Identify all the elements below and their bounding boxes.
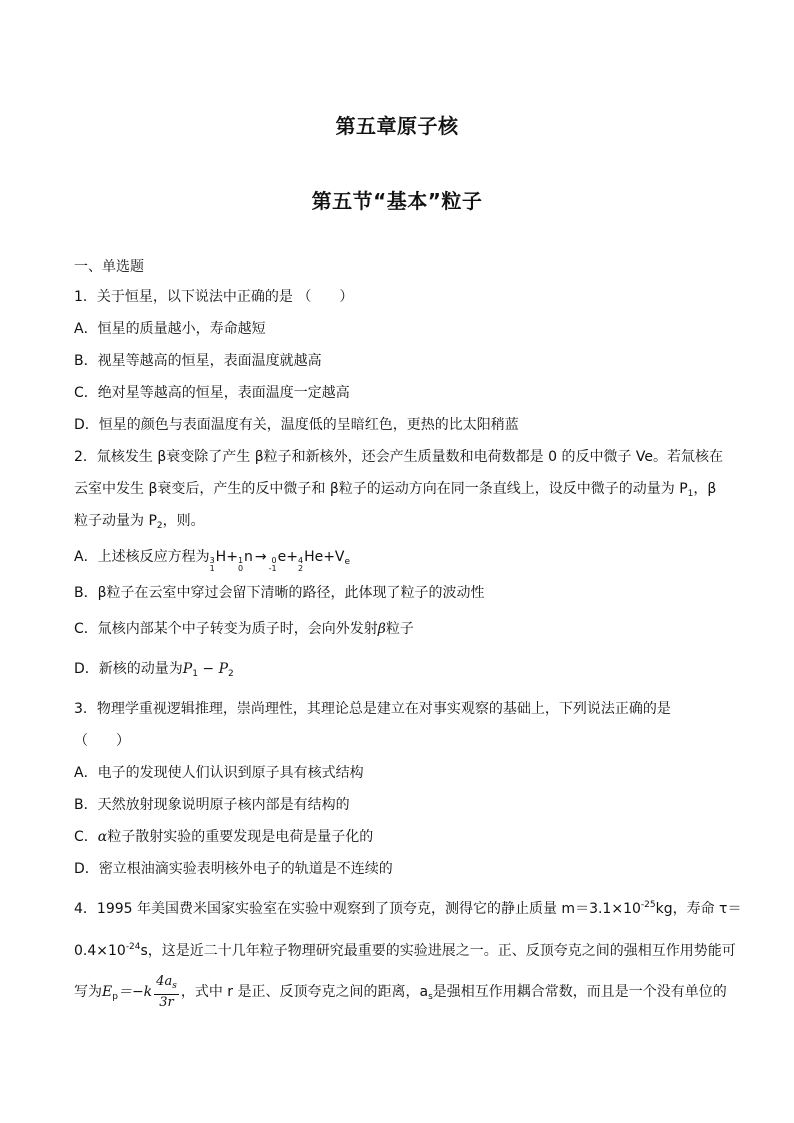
potential-energy-subscript: p <box>112 992 118 1002</box>
neutron-indices <box>238 557 243 573</box>
electron-indices <box>269 557 277 573</box>
antineutrino-subscript: e <box>344 557 351 567</box>
momentum-p2: − P <box>197 661 228 677</box>
q2-stem-line2 <box>74 480 724 503</box>
q2-option-a-prefix: A．上述核反应方程为 <box>74 549 210 565</box>
q2-stem-line1: 2．氚核发生 β衰变除了产生 β粒子和新核外，还会产生质量数和电荷数都是 0 的反中微子 Ve。若氚核在 <box>74 449 724 465</box>
fraction-denominator: 3r <box>159 995 174 1010</box>
q4-line3-middle: ，式中 r 是正、反顶夸克之间的距离，a <box>180 984 429 1000</box>
electron-symbol: e+ <box>277 549 298 565</box>
q4-line1 <box>74 896 742 918</box>
q1-stem: 1．关于恒星，以下说法中正确的是 （ ） <box>74 289 354 305</box>
q2-option-b: B．β粒子在云室中穿过会留下清晰的路径，此体现了粒子的波动性 <box>74 585 485 601</box>
momentum-p1: P <box>182 661 193 677</box>
q2-option-c-suffix: 粒子 <box>385 621 414 637</box>
q2-option-d <box>74 660 724 683</box>
reaction-arrow-icon: → <box>254 549 267 565</box>
q3-option-a: A．电子的发现使人们认识到原子具有核式结构 <box>74 765 364 781</box>
helium-indices <box>298 557 303 573</box>
tritium-symbol: H+ <box>215 549 238 565</box>
alpha-symbol: α <box>97 829 108 845</box>
q4-line3-text: 写为 <box>74 984 102 1000</box>
q3-stem-line2: （ ） <box>74 733 130 749</box>
helium-charge-number: 2 <box>297 564 304 573</box>
q4-line3 <box>74 974 727 1010</box>
neutron-symbol: n <box>244 549 253 565</box>
fraction-numerator <box>154 974 179 995</box>
q1-option-c: C．绝对星等越高的恒星，表面温度一定越高 <box>74 385 350 401</box>
coupling-constant-subscript: s <box>428 992 433 1002</box>
q1-option-a: A．恒星的质量越小，寿命越短 <box>74 321 266 337</box>
q2-option-d-prefix: D．新核的动量为 <box>74 661 183 677</box>
mass-exponent: -25 <box>640 900 656 910</box>
energy-fraction <box>154 974 179 1010</box>
q2-p2-subscript: 2 <box>156 521 163 531</box>
q2-stem-line3 <box>74 512 724 535</box>
electron-mass-number: 0 <box>271 556 277 565</box>
q2-p1-subscript: 1 <box>687 489 694 499</box>
q4-line2-tail: s，这是近二十几年粒子物理研究最重要的实验进展之一。正、反顶夸克之间的强相互作用势能可 <box>140 943 736 959</box>
q3-stem-line1: 3．物理学重视逻辑推理，崇尚理性，其理论总是建立在对事实观察的基础上，下列说法正确的是 <box>74 701 671 717</box>
fraction-numerator-text: 4a <box>156 974 173 989</box>
momentum-p1-subscript: 1 <box>192 669 198 679</box>
q2-option-c <box>74 620 724 638</box>
q2-stem-line2-tail: ，β <box>693 481 717 497</box>
electron-charge-number: -1 <box>268 564 277 573</box>
momentum-p2-subscript: 2 <box>228 669 234 679</box>
neutron-mass-number: 1 <box>237 556 244 565</box>
lifetime-exponent: -24 <box>125 942 141 952</box>
tritium-indices <box>210 557 215 573</box>
q2-option-c-prefix: C．氚核内部某个中子转变为质子时，会向外发射 <box>74 621 378 637</box>
potential-energy-symbol: E <box>102 984 113 1000</box>
q3-option-b: B．天然放射现象说明原子核内部是有结构的 <box>74 797 350 813</box>
q3-option-c-prefix: C． <box>74 829 98 845</box>
q4-line2-text: 0.4×10 <box>74 943 126 959</box>
equation-middle: ＝−k <box>117 984 153 1000</box>
fraction-numerator-subscript: s <box>172 981 177 991</box>
q3-option-c <box>74 828 724 846</box>
chapter-title: 第五章原子核 <box>335 114 459 138</box>
q3-option-c-suffix: 粒子散射实验的重要发现是电荷是量子化的 <box>107 829 374 845</box>
q4-line2 <box>74 938 736 960</box>
q3-option-d: D．密立根油滴实验表明核外电子的轨道是不连续的 <box>74 861 393 877</box>
beta-symbol: β <box>377 621 386 637</box>
q1-option-d: D．恒星的颜色与表面温度有关，温度低的呈暗红色，更热的比太阳稍蓝 <box>74 417 519 433</box>
tritium-charge-number: 1 <box>209 564 215 573</box>
q4-line1-tail: kg，寿命 τ＝ <box>655 901 742 917</box>
q2-stem-line3-text: 粒子动量为 P <box>74 513 157 529</box>
q2-stem-line3-tail: ，则。 <box>162 513 205 529</box>
q4-line3-tail: 是强相互作用耦合常数，而且是一个没有单位的 <box>432 984 727 1000</box>
tritium-mass-number: 3 <box>209 556 215 565</box>
section-title: 第五节“基本”粒子 <box>311 189 483 213</box>
helium-symbol: He+V <box>304 549 345 565</box>
q4-line1-text: 4．1995 年美国费米国家实验室在实验中观察到了顶夸克，测得它的静止质量 m＝3.1×10 <box>74 901 641 917</box>
q2-option-a <box>74 548 724 573</box>
section-heading: 一、单选题 <box>74 259 144 275</box>
q1-option-b: B．视星等越高的恒星，表面温度就越高 <box>74 353 322 369</box>
q2-stem-line2-text: 云室中发生 β衰变后，产生的反中微子和 β粒子的运动方向在同一条直线上，设反中微子的动量为 P <box>74 481 688 497</box>
neutron-charge-number: 0 <box>237 564 244 573</box>
helium-mass-number: 4 <box>297 556 304 565</box>
